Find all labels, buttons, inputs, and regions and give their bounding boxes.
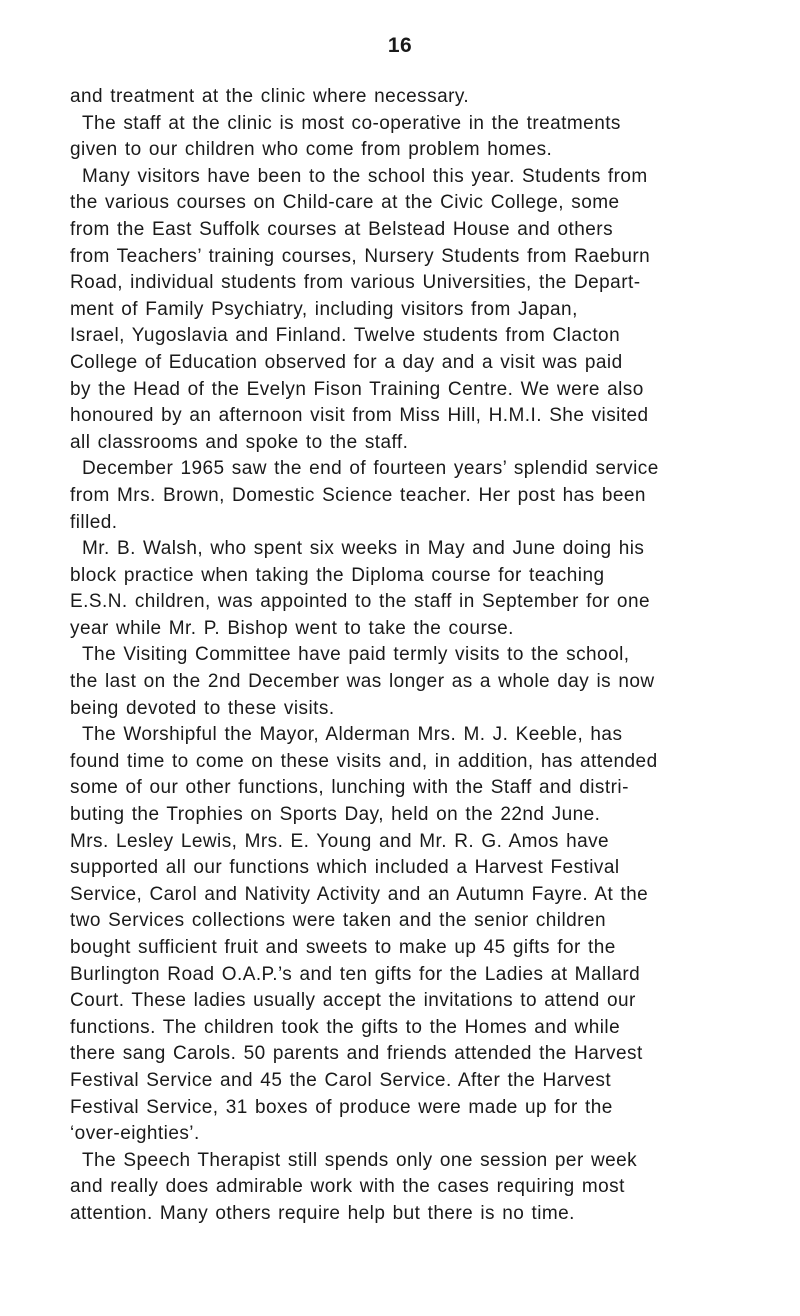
text-line: functions. The children took the gifts to the Homes and while [70,1016,621,1038]
text-line: Court. These ladies usually accept the invitations to attend our [70,990,636,1012]
text-line: Burlington Road O.A.P.’s and ten gifts for the Ladies at Mallard [70,963,641,985]
text-line: the various courses on Child-care at the Civic College, some [70,192,620,214]
text-line: ment of Family Psychiatry, including visitors from Japan, [70,298,578,320]
text-line: Festival Service and 45 the Carol Service. After the Harvest [70,1069,612,1091]
text-line: E.S.N. children, was appointed to the staff in September for one [70,591,650,613]
text-line: from the East Suffolk courses at Belstead House and others [70,218,614,240]
text-line: bought sufficient fruit and sweets to make up 45 gifts for the [70,937,616,958]
text-line: filled. [70,511,118,533]
text-line: supported all our functions which included a Harvest Festival [70,857,620,879]
text-line: from Mrs. Brown, Domestic Science teacher. Her post has been [70,484,646,506]
text-line: honoured by an afternoon visit from Miss Hill, H.M.I. She visited [70,405,649,427]
text-line: The Worshipful the Mayor, Alderman Mrs. M. J. Keeble, has [82,724,623,746]
text-line: Mrs. Lesley Lewis, Mrs. E. Young and Mr. R. G. Amos have [70,830,610,852]
text-line: year while Mr. P. Bishop went to take the course. [70,617,514,639]
text-line: Many visitors have been to the school this year. Students from [82,165,648,187]
text-line: Mr. B. Walsh, who spent six weeks in May and June doing his [82,538,645,560]
text-line: The Visiting Committee have paid termly visits to the school, [82,644,630,666]
body-text [70,84,750,1228]
page-number: 16 [387,34,413,57]
text-line: by the Head of the Evelyn Fison Training Centre. We were also [70,378,644,400]
text-line: from Teachers’ training courses, Nursery Students from Raeburn [70,245,651,267]
text-line: there sang Carols. 50 parents and friends attended the Harvest [70,1043,643,1065]
text-line: Festival Service, 31 boxes of produce were made up for the [70,1096,613,1118]
text-line: attention. Many others require help but there is no time. [70,1202,575,1224]
text-line: Road, individual students from various Universities, the Depart- [70,272,641,294]
text-line: and really does admirable work with the cases requiring most [70,1176,625,1198]
text-line: The Speech Therapist still spends only one session per week [82,1149,638,1171]
text-line: two Services collections were taken and the senior children [70,910,606,932]
text-line: December 1965 saw the end of fourteen years’ splendid service [82,458,659,480]
text-line: Israel, Yugoslavia and Finland. Twelve students from Clacton [70,325,621,347]
text-line: all classrooms and spoke to the staff. [70,431,409,453]
text-line: ‘over-eighties’. [70,1123,200,1145]
text-line: found time to come on these visits and, in addition, has attended [70,750,658,772]
text-line: College of Education observed for a day and a visit was paid [70,351,623,373]
text-line: and treatment at the clinic where necessary. [70,86,470,107]
text-line: being devoted to these visits. [70,697,335,719]
text-line: the last on the 2nd December was longer as a whole day is now [70,671,655,693]
text-line: buting the Trophies on Sports Day, held on the 22nd June. [70,804,601,826]
text-line: The staff at the clinic is most co-operative in the treatments [82,112,621,134]
text-line: Service, Carol and Nativity Activity and an Autumn Fayre. At the [70,883,649,905]
text-line: some of our other functions, lunching with the Staff and distri- [70,777,629,799]
text-line: given to our children who come from problem homes. [70,139,553,161]
text-line: block practice when taking the Diploma course for teaching [70,564,605,586]
